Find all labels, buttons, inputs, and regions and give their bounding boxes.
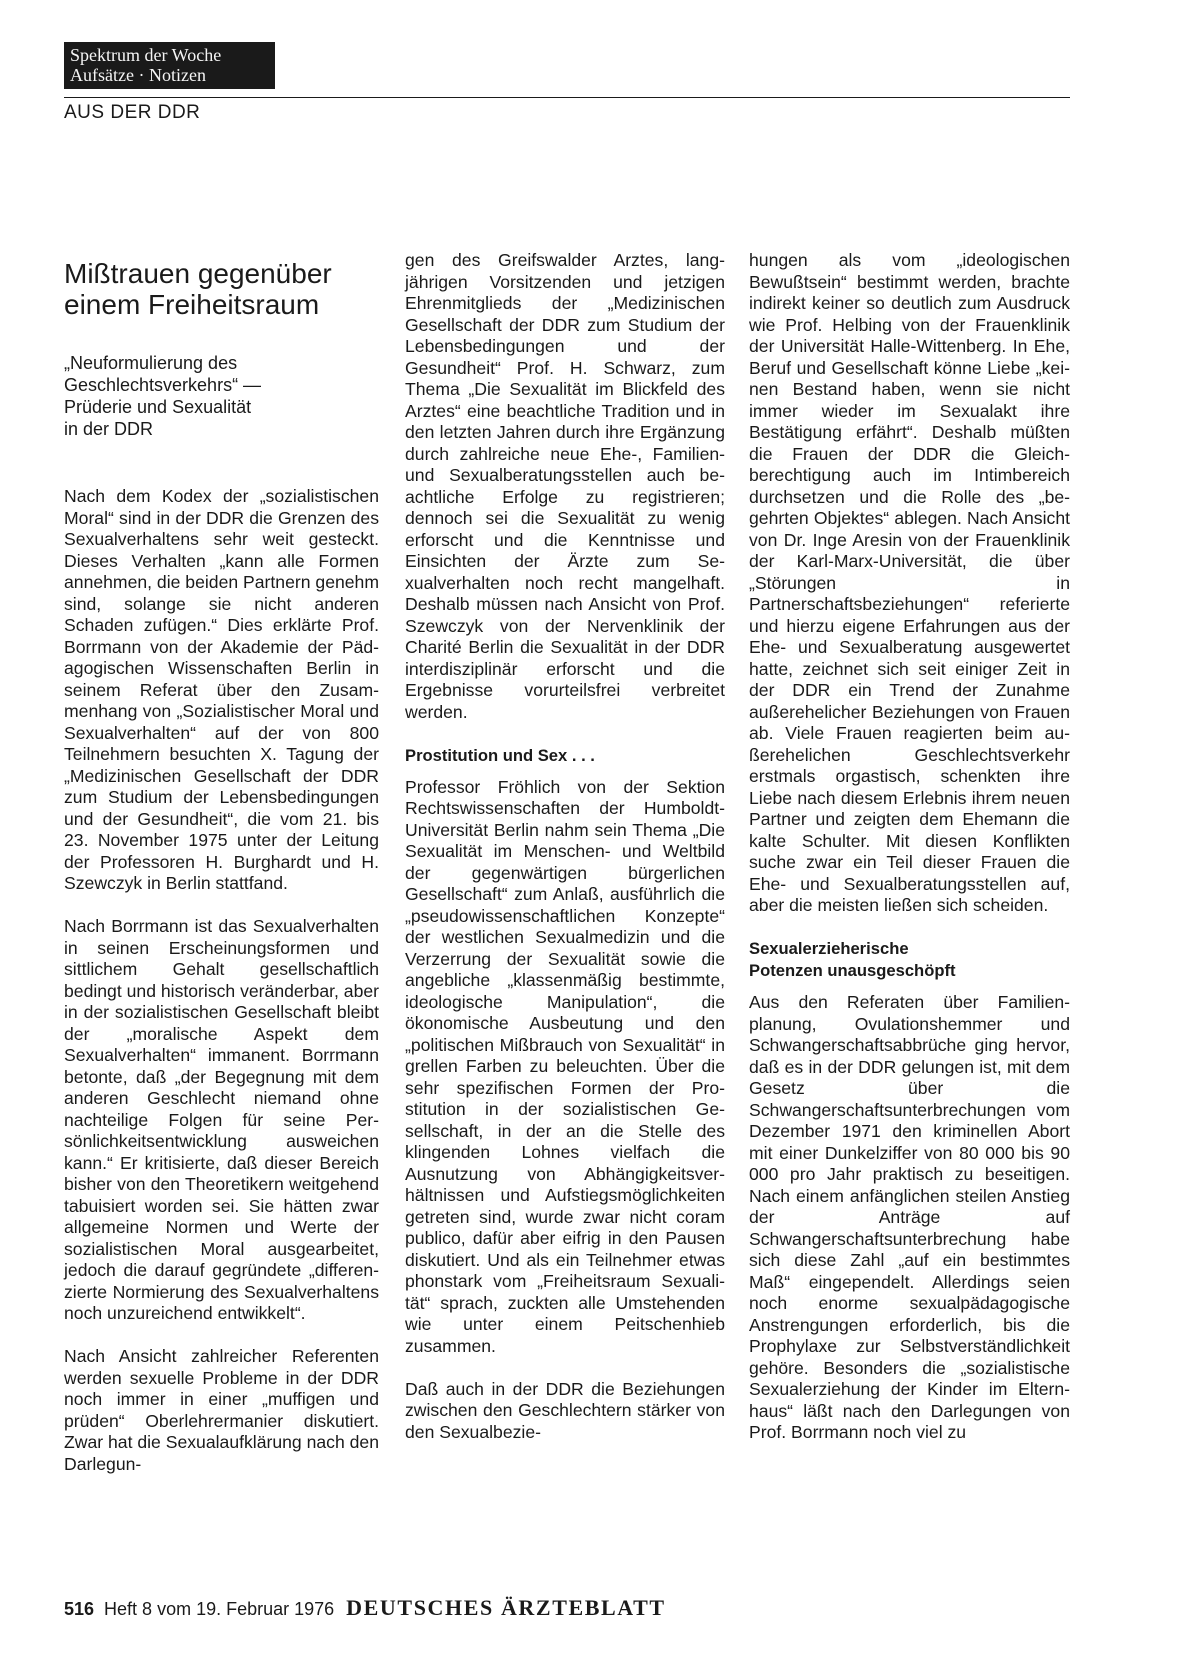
page-number: 516 [64,1599,95,1619]
subheading-line: Prostitution und Sex . . . [405,745,595,765]
subtitle-line-1: „Neuformulierung des [64,353,238,373]
subheading-line-1: Sexualerzieherische [749,939,909,958]
title-line-1: Mißtrauen gegenüber [64,258,332,289]
body-paragraph: Nach dem Kodex der „sozialistischen Moral“ sind in der DDR die Grenzen des Sexualverhaltens sehr weit gesteckt. Dieses Verhalten „kann alle Formen annehmen, die beiden Partnern genehm sind, solange sie nicht anderen Schaden zufügen.“ Dies erklärte Prof. Borrmann von der Akademie der Pädagogischen Wissenschaften Berlin in seinem Referat über den Zusammenhang von „Sozialistischer Moral und Sexualverhalten“ auf der von 800 Teilnehmern besuchten X. Tagung der „Medizinischen Gesellschaft der DDR zum Studium der Lebensbedingungen und der Gesundheit“, die vom 21. bis 23. November 1975 unter der Leitung der Professoren H. Burghardt und H. Szewczyk in Berlin stattfand. [64,486,379,893]
body-paragraph: Professor Fröhlich von der Sektion Rechtswissenschaften der Humboldt-Universität Berlin nahm sein Thema „Die Sexualität im Menschen- und Weltbild der gegenwärtigen bürgerlichen Gesellschaft“ zum Anlaß, ausführlich die „pseudowissenschaftlichen Konzepte“ der westlichen Sexualmedizin und die Verzerrung der Sexualität sowie die angebliche „klassenmäßig bestimmte, ideologische Manipulation“, die ökonomische Ausbeutung und den „politischen Mißbrauch von Sexualität“ in grellen Farben zu beleuchten. Über die sehr spezifischen Formen der Prostitution in der sozialistischen Gesellschaft, in der an die Stelle des klingenden Lohnes vielfach die Ausnutzung von Abhängigkeitsverhältnissen und Aufstiegsmöglichkeiten getreten sind, wurde zwar nicht coram publico, dafür aber eifrig in den Pausen diskutiert. Und als ein Teilnehmer etwas phonstark vom „Freiheitsraum Sexualität“ sprach, zuckten alle Umstehenden wie unter einem Peitschenhieb zusammen. [405,776,725,1356]
page-footer [64,1595,666,1621]
subheading-prostitution [405,745,725,767]
subtitle-line-2: Geschlechtsverkehrs“ — [64,375,262,395]
section-badge-line-2: Aufsätze · Notizen [70,65,206,85]
issue-info: Heft 8 vom 19. Februar 1976 [104,1599,335,1619]
subheading-line-2: Potenzen unausgeschöpft [749,961,956,980]
body-paragraph: Daß auch in der DDR die Beziehungen zwischen den Geschlechtern stärker von den Sexualbezie- [405,1378,725,1442]
article-title [64,258,379,320]
section-badge [64,42,275,89]
subtitle-line-3: Prüderie und Sexualität [64,397,252,417]
body-paragraph: Nach Ansicht zahlreicher Referenten werden sexuelle Probleme in der DDR noch immer in einer „muffigen und prüden“ Oberlehrermanier diskutiert. Zwar hat die Sexualaufklärung nach den Darlegun- [64,1346,379,1474]
title-line-2: einem Freiheitsraum [64,289,320,320]
column-3 [749,250,1070,1465]
column-2 [405,250,725,1465]
subheading-sexualerziehung [749,938,1070,982]
subtitle-line-4: in der DDR [64,419,154,439]
column-1 [64,250,379,1497]
header-rule [64,97,1070,98]
body-paragraph: hungen als vom „ideologischen Bewußtsein“ bestimmt werden, brachte indirekt keiner so deutlich zum Ausdruck wie Prof. Helbing von der Frauenklinik der Universität Halle-Wittenberg. In Ehe, Beruf und Gesellschaft könne Liebe „keinen Bestand haben, wenn sie nicht immer wieder im Sexualakt ihre Bestätigung erfährt“. Deshalb müßten die Frauen der DDR die Gleichberechtigung auch im Intimbereich durchsetzen und die Rolle des „begehrten Objektes“ ablegen. Nach Ansicht von Dr. Inge Aresin von der Frauenklinik der Karl-Marx-Universität, die über „Störungen in Partnerschaftsbeziehungen“ referierte und hierzu eigene Erfahrungen aus der Ehe- und Sexualberatung ausgewertet hatte, zeichnet sich seit einiger Zeit in der DDR ein Trend der Zunahme außerehelicher Beziehungen von Frauen ab. Viele Frauen reagierten beim außerehelichen Geschlechtsverkehr erstmals orgastisch, schenkten ihre Liebe nach diesem Erlebnis ihrem neuen Partner und zeigten dem Ehemann die kalte Schulter. Mit diesen Konflikten suche zwar ein Teil dieser Frauen die Ehe- und Sexualberatungsstellen auf, aber die meisten ließen sich scheiden. [749,250,1070,915]
body-paragraph: Aus den Referaten über Familienplanung, Ovulationshemmer und Schwangerschaftsabbrüche ging hervor, daß es in der DDR gelungen ist, mit dem Gesetz über die Schwangerschaftsunterbrechungen vom Dezember 1971 den kriminellen Abort mit einer Dunkelziffer von 80 000 bis 90 000 pro Jahr praktisch zu beseitigen. Nach einem anfänglichen steilen Anstieg der Anträge auf Schwangerschaftsunterbrechung habe sich diese Zahl „auf ein bestimmtes Maß“ eingependelt. Allerdings seien noch enorme sexualpädagogische Anstrengungen erforderlich, bis die Prophylaxe zur Selbstverständlichkeit gehöre. Besonders die „sozialistische Sexualerziehung der Kinder im Elternhaus“ läßt nach den Darlegungen von Prof. Borrmann noch viel zu [749,992,1070,1442]
article-subtitle [64,352,379,440]
body-paragraph: gen des Greifswalder Arztes, langjährigen Vorsitzenden und jetzigen Ehrenmitglieds der „Medizinischen Gesellschaft der DDR zum Studium der Lebensbedingungen und der Gesundheit“ Prof. H. Schwarz, zum Thema „Die Sexualität im Blickfeld des Arztes“ eine beachtliche Tradition und in den letzten Jahren durch ihre Ergänzung durch zahlreiche neue Ehe-, Familien- und Sexualberatungsstellen auch beachtliche Erfolge zu registrieren; dennoch sei die Sexualität zu wenig erforscht und die Kenntnisse und Einsichten der Ärzte zum Sexualverhalten noch recht mangelhaft. Deshalb müssen nach Ansicht von Prof. Szewczyk von der Nervenklinik der Charité Berlin die Sexualität in der DDR interdisziplinär erforscht und die Ergebnisse vorurteilsfrei verbreitet werden. [405,250,725,722]
section-label: AUS DER DDR [64,102,201,123]
section-badge-line-1: Spektrum der Woche [70,45,222,65]
journal-name: DEUTSCHES ÄRZTEBLATT [346,1595,666,1620]
body-paragraph: Nach Borrmann ist das Sexualverhalten in seinen Erscheinungsformen und sittlichem Gehalt gesellschaftlich bedingt und historisch veränderbar, aber in der sozialistischen Gesellschaft bleibt der „moralische Aspekt dem Sexualverhalten“ immanent. Borrmann betonte, daß „der Begegnung mit dem anderen Geschlecht niemand ohne nachteilige Folgen für seine Persönlichkeitsentwicklung ausweichen kann.“ Er kritisierte, daß dieser Bereich bisher von den Theoretikern weitgehend tabuisiert worden sei. Sie hätten zwar allgemeine Normen und Werte der sozialistischen Moral ausgearbeitet, jedoch die darauf gegründete „differenzierte Normierung des Sexualverhaltens noch unzureichend entwikkelt“. [64,916,379,1323]
